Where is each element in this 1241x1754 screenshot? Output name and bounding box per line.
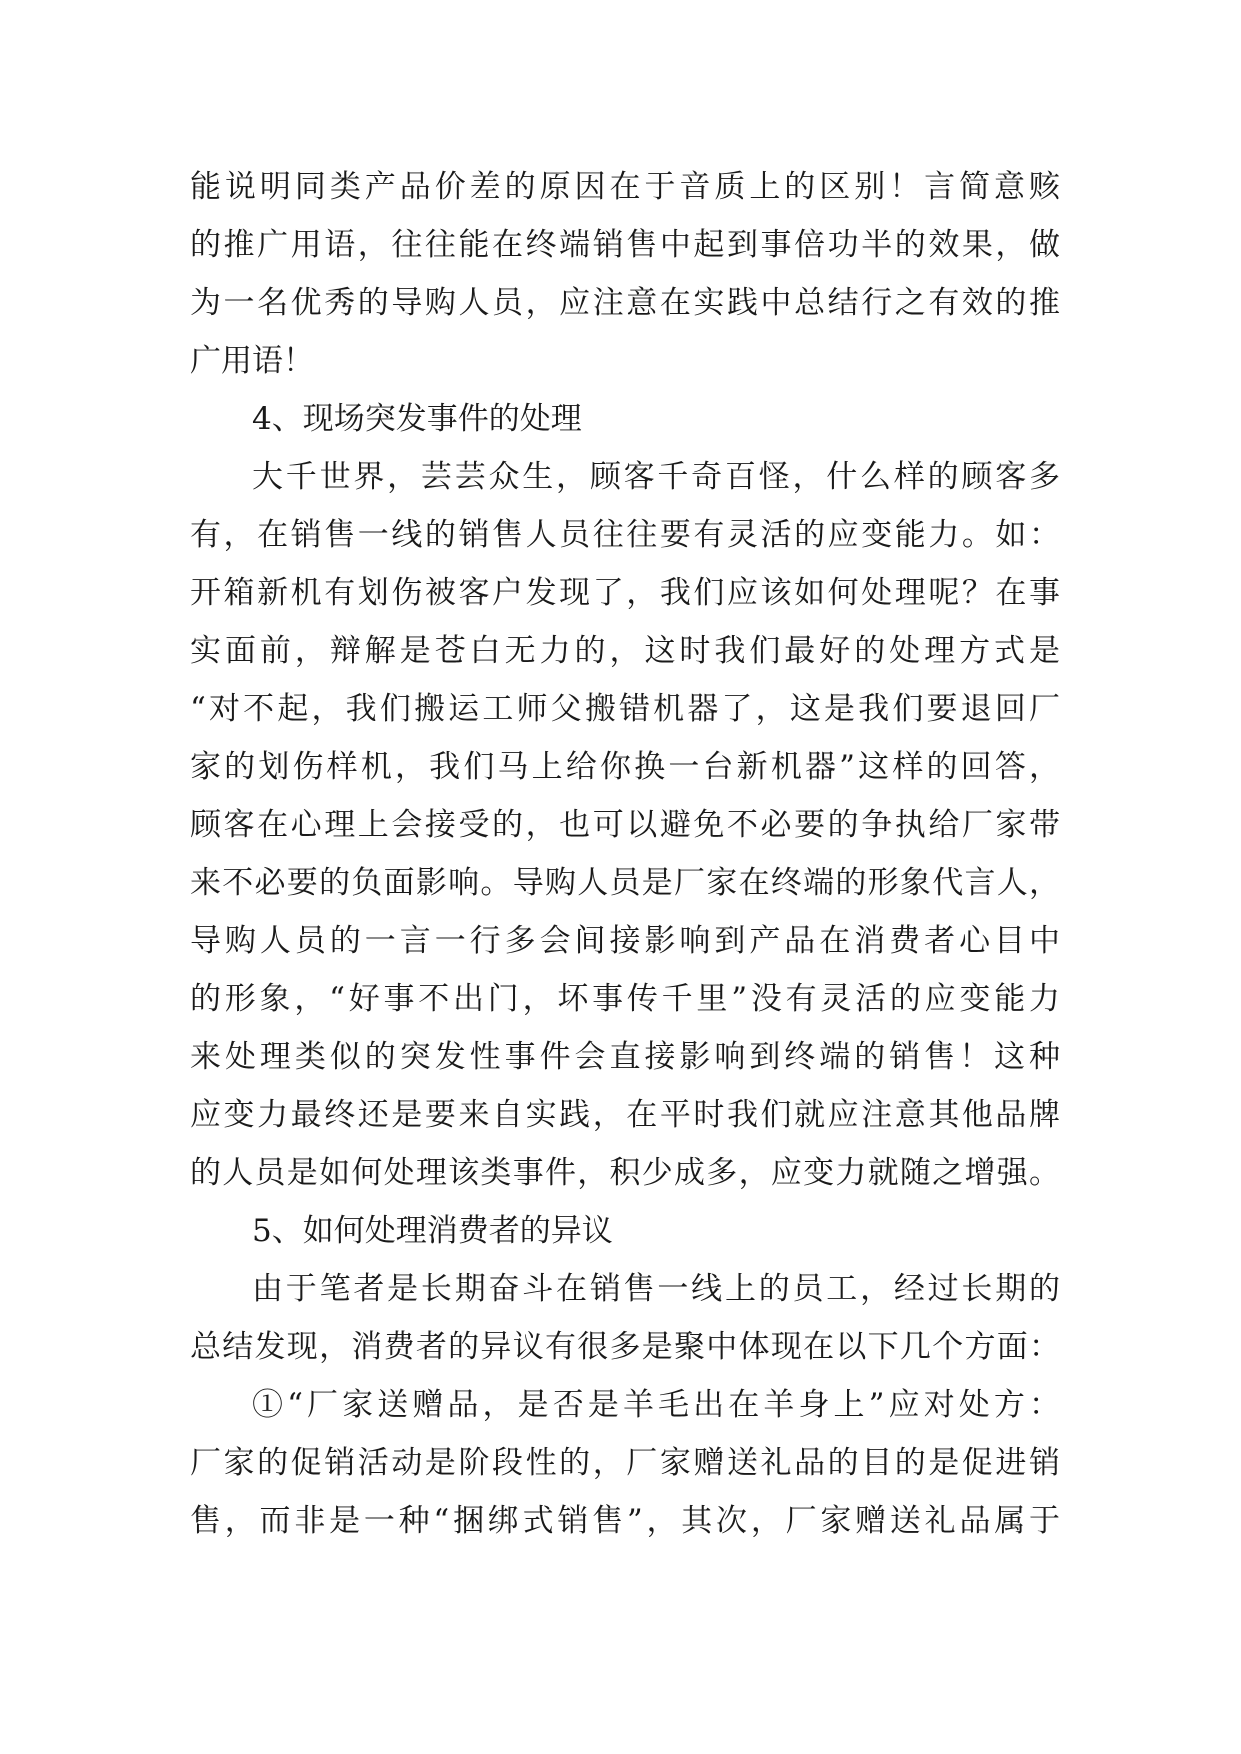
text-line: “对不起，我们搬运工师父搬错机器了，这是我们要退回厂: [190, 691, 1060, 727]
text-line: 能说明同类产品价差的原因在于音质上的区别！言简意赅: [190, 169, 1060, 205]
text-line: 来不必要的负面影响。导购人员是厂家在终端的形象代言人，: [190, 865, 1060, 901]
text-line: 应变力最终还是要来自实践，在平时我们就应注意其他品牌: [190, 1097, 1060, 1133]
text-line: 的人员是如何处理该类事件，积少成多，应变力就随之增强。: [190, 1155, 1060, 1191]
text-line: 来处理类似的突发性事件会直接影响到终端的销售！这种: [190, 1039, 1060, 1075]
text-line: 家的划伤样机，我们马上给你换一台新机器”这样的回答，: [190, 749, 1060, 785]
text-line: 导购人员的一言一行多会间接影响到产品在消费者心目中: [190, 923, 1060, 959]
text-line: 有，在销售一线的销售人员往往要有灵活的应变能力。如：: [190, 517, 1060, 553]
text-line: 为一名优秀的导购人员，应注意在实践中总结行之有效的推: [190, 285, 1060, 321]
section-heading: 5、如何处理消费者的异议: [252, 1213, 613, 1249]
list-item-text: ①“厂家送赠品，是否是羊毛出在羊身上”应对处方：: [252, 1387, 1060, 1423]
text-line: 实面前，辩解是苍白无力的，这时我们最好的处理方式是: [190, 633, 1060, 669]
text-line: 售，而非是一种“捆绑式销售”，其次，厂家赠送礼品属于: [190, 1503, 1060, 1539]
text-line: 的推广用语，往往能在终端销售中起到事倍功半的效果，做: [190, 227, 1060, 263]
body-text: [190, 158, 1060, 1550]
section-heading: 4、现场突发事件的处理: [252, 401, 582, 437]
text-line: 开箱新机有划伤被客户发现了，我们应该如何处理呢？在事: [190, 575, 1060, 611]
text-line: 厂家的促销活动是阶段性的，厂家赠送礼品的目的是促进销: [190, 1445, 1060, 1481]
text-line: 的形象，“好事不出门，坏事传千里”没有灵活的应变能力: [190, 981, 1060, 1017]
text-line: 总结发现，消费者的异议有很多是聚中体现在以下几个方面：: [190, 1329, 1060, 1365]
text-line: 广用语！: [190, 343, 314, 379]
text-line: 顾客在心理上会接受的，也可以避免不必要的争执给厂家带: [190, 807, 1060, 843]
text-line: 由于笔者是长期奋斗在销售一线上的员工，经过长期的: [252, 1271, 1060, 1307]
text-line: 大千世界，芸芸众生，顾客千奇百怪，什么样的顾客多: [252, 459, 1060, 495]
